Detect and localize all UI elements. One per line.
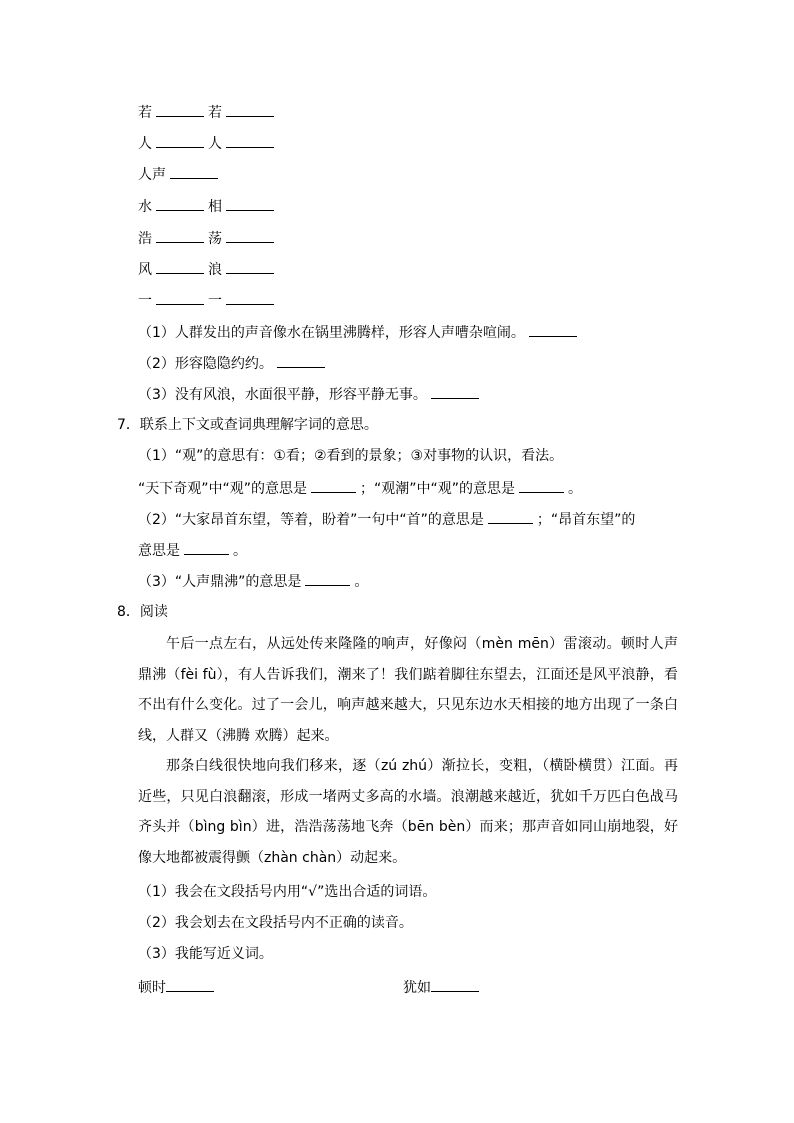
fill-row (138, 290, 278, 311)
fill-row (138, 133, 278, 154)
answer-blank[interactable] (156, 259, 204, 274)
fill-row (138, 196, 278, 217)
synonym-word: 顿时 (138, 980, 166, 996)
question-text: （1）人群发出的声音像水在锅里沸腾样，形容人声嘈杂喧闹。 (138, 325, 525, 341)
answer-blank[interactable] (488, 509, 533, 524)
question-text: 意思是 (138, 543, 180, 559)
question-text: 。 (233, 543, 247, 559)
fill-row (138, 259, 278, 280)
answer-blank[interactable] (156, 196, 204, 211)
fill-char: 一 (138, 293, 152, 309)
reading-passage (138, 629, 678, 873)
q8-sub-1: （1）我会在文段括号内用“√”选出合适的词语。 (138, 884, 437, 900)
q7-sub-1: （1）“观”的意思有：①看；②看到的景象；③对事物的认识，看法。 (138, 448, 564, 464)
q6-sub-3 (138, 384, 483, 405)
fill-row (138, 164, 222, 185)
fill-char: 若 (138, 105, 152, 121)
fill-char: 相 (208, 199, 222, 215)
answer-blank[interactable] (226, 196, 274, 211)
fill-char: 人 (138, 136, 152, 152)
answer-blank[interactable] (226, 102, 274, 117)
answer-blank[interactable] (226, 228, 274, 243)
q8-sub-3: （3）我能写近义词。 (138, 946, 273, 962)
q8-title: 8．阅读 (117, 604, 168, 620)
answer-blank[interactable] (305, 571, 350, 586)
q7-sub-1b (138, 478, 582, 499)
question-text: 。 (354, 574, 369, 590)
answer-blank[interactable] (431, 384, 479, 399)
synonym-row-1 (138, 977, 218, 998)
answer-blank[interactable] (529, 322, 577, 337)
fill-row (138, 228, 278, 249)
answer-blank[interactable] (156, 228, 204, 243)
fill-char: 荡 (208, 231, 222, 247)
q7-sub-3 (138, 571, 368, 592)
question-text: （3）“人声鼎沸”的意思是 (138, 574, 302, 590)
question-text: （2）形容隐隐约约。 (138, 356, 273, 372)
fill-char: 浩 (138, 231, 152, 247)
q8-sub-2: （2）我会划去在文段括号内不正确的读音。 (138, 915, 413, 931)
fill-char: 若 (208, 105, 222, 121)
question-text: ；“昂首东望”的 (536, 512, 636, 528)
answer-blank[interactable] (156, 102, 204, 117)
question-text: （3）没有风浪，水面很平静，形容平静无事。 (138, 387, 427, 403)
fill-char: 水 (138, 199, 152, 215)
fill-char: 风 (138, 262, 152, 278)
answer-blank[interactable] (226, 259, 274, 274)
answer-blank[interactable] (431, 977, 479, 992)
passage-paragraph-1: 午后一点左右，从远处传来隆隆的响声，好像闷（mèn mēn）雷滚动。顿时人声鼎沸（fèi fù），有人告诉我们，潮来了！我们踮着脚往东望去，江面还是风平浪静，看不出有什么变化。过了一会儿，响声越来越大，只见东边水天相接的地方出现了一条白线，人群又（沸腾 欢腾）起来。 (138, 636, 678, 744)
answer-blank[interactable] (226, 133, 274, 148)
q7-title: 7．联系上下文或查词典理解字词的意思。 (117, 417, 378, 433)
fill-char: 人声 (138, 167, 166, 183)
question-text: “天下奇观”中“观”的意思是 (138, 481, 308, 497)
question-text: 。 (568, 481, 583, 497)
fill-char: 人 (208, 136, 222, 152)
question-text: ；“观潮”中“观”的意思是 (360, 481, 516, 497)
answer-blank[interactable] (156, 290, 204, 305)
answer-blank[interactable] (166, 977, 214, 992)
q6-sub-1 (138, 322, 581, 343)
answer-blank[interactable] (277, 353, 325, 368)
q7-sub-2-cont (138, 540, 247, 561)
fill-row (138, 102, 278, 123)
synonym-word: 犹如 (403, 980, 431, 996)
answer-blank[interactable] (226, 290, 274, 305)
q7-sub-2 (138, 509, 635, 530)
answer-blank[interactable] (156, 133, 204, 148)
answer-blank[interactable] (170, 164, 218, 179)
question-text: （2）“大家昂首东望，等着，盼着”一句中“首”的意思是 (138, 512, 484, 528)
fill-char: 浪 (208, 262, 222, 278)
answer-blank[interactable] (184, 540, 229, 555)
q6-sub-2 (138, 353, 329, 374)
answer-blank[interactable] (519, 478, 564, 493)
synonym-row-2 (403, 977, 483, 998)
fill-char: 一 (208, 293, 222, 309)
answer-blank[interactable] (311, 478, 356, 493)
passage-paragraph-2: 那条白线很快地向我们移来，逐（zú zhú）渐拉长，变粗，（横卧横贯）江面。再近些，只见白浪翻滚，形成一堵两丈多高的水墙。浪潮越来越近，犹如千万匹白色战马齐头并（bìng bìn）进，浩浩荡荡地飞奔（bēn bèn）而来；那声音如同山崩地裂，好像大地都被震得颤（zhàn chàn）动起来。 (138, 758, 678, 866)
